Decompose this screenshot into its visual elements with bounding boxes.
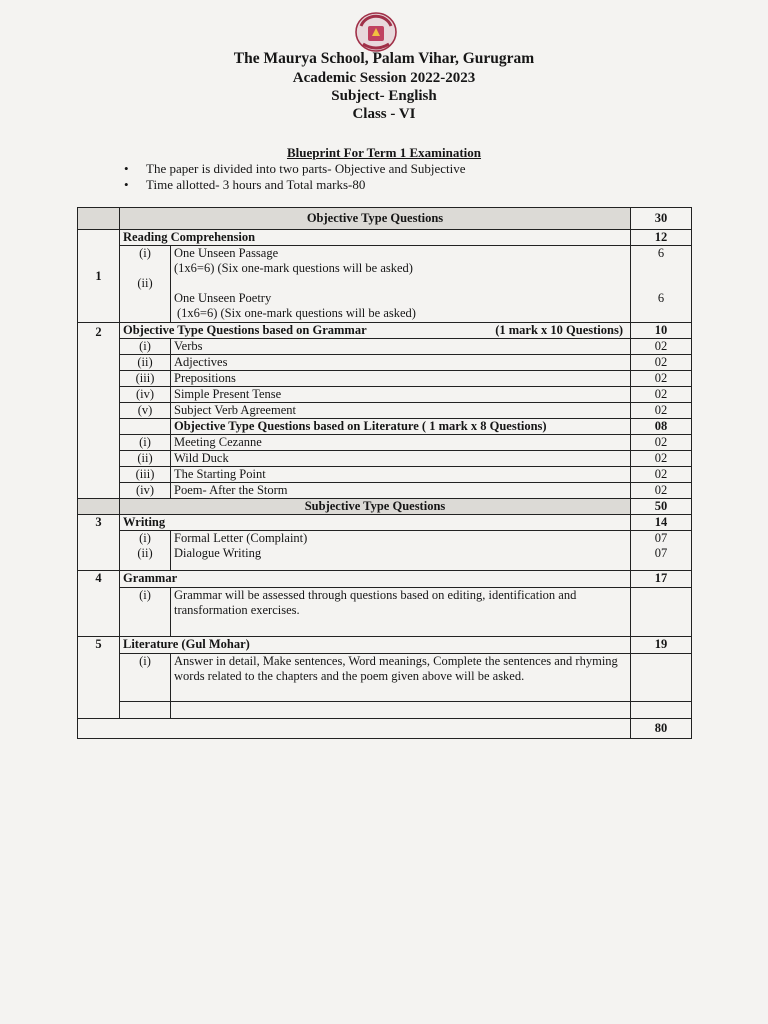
- item-text: One Unseen Poetry: [174, 291, 272, 305]
- item-marks: 6: [657, 246, 665, 260]
- item-detail: (1x6=6) (Six one-mark questions will be asked): [177, 306, 416, 320]
- item-marks: 02: [631, 355, 692, 371]
- item-text: One Unseen Passage: [174, 246, 279, 260]
- item-roman: [120, 531, 171, 571]
- item-marks: [631, 531, 692, 571]
- table-cell: [78, 208, 120, 230]
- table-row: [78, 355, 692, 371]
- section-marks: 10: [631, 323, 692, 339]
- item-text: Adjectives: [171, 355, 631, 371]
- table-row: [78, 339, 692, 355]
- item-marks: 02: [631, 451, 692, 467]
- item-marks: 02: [631, 371, 692, 387]
- section-note: (1 mark x 10 Questions): [495, 323, 623, 337]
- blueprint-title: Blueprint For Term 1 Examination: [286, 145, 482, 160]
- item-marks: 07: [654, 531, 668, 545]
- table-row: [78, 387, 692, 403]
- item-marks: 02: [631, 339, 692, 355]
- list-item: • The paper is divided into two parts- Objective and Subjective: [124, 161, 466, 177]
- item-text: Simple Present Tense: [171, 387, 631, 403]
- blueprint-table: [77, 207, 692, 739]
- table-row: [78, 230, 692, 246]
- table-cell: [631, 702, 692, 719]
- item-roman: (v): [120, 403, 171, 419]
- list-item: • Time allotted- 3 hours and Total marks-80: [124, 177, 466, 193]
- item-text: Prepositions: [171, 371, 631, 387]
- item-text: [171, 246, 631, 323]
- item-roman: (i): [139, 531, 151, 545]
- item-roman: (i): [120, 435, 171, 451]
- section-heading: Writing: [120, 515, 631, 531]
- objective-heading: Objective Type Questions: [120, 208, 631, 230]
- literature-objective-heading: Objective Type Questions based on Literature ( 1 mark x 8 Questions): [171, 419, 631, 435]
- table-row: [78, 419, 692, 435]
- section-heading: [120, 323, 631, 339]
- section-marks: 19: [631, 637, 692, 654]
- item-marks: 6: [657, 291, 665, 305]
- item-marks: [631, 246, 692, 323]
- table-row: [78, 246, 692, 323]
- item-text: Meeting Cezanne: [171, 435, 631, 451]
- item-roman: [120, 246, 171, 323]
- table-cell: [78, 719, 631, 739]
- instructions-list: [124, 161, 466, 193]
- table-row: [78, 483, 692, 499]
- table-cell: [631, 654, 692, 702]
- table-row: [78, 451, 692, 467]
- item-roman: (i): [120, 654, 171, 702]
- table-row: [78, 403, 692, 419]
- item-text: The Starting Point: [171, 467, 631, 483]
- section-heading-text: Objective Type Questions based on Grammar: [123, 323, 367, 337]
- item-text: Wild Duck: [171, 451, 631, 467]
- section-heading: Literature (Gul Mohar): [120, 637, 631, 654]
- table-cell: [631, 588, 692, 637]
- academic-session: Academic Session 2022-2023: [292, 70, 476, 86]
- item-text: Poem- After the Storm: [171, 483, 631, 499]
- table-row: [78, 571, 692, 588]
- question-number: 3: [78, 515, 120, 571]
- item-roman: (iii): [120, 467, 171, 483]
- question-number: 1: [78, 230, 120, 323]
- table-row: [78, 637, 692, 654]
- subject-title: Subject- English: [331, 88, 437, 104]
- table-row: [78, 435, 692, 451]
- table-row: [78, 499, 692, 515]
- item-roman: (iv): [120, 483, 171, 499]
- table-row: [78, 588, 692, 637]
- item-roman: (iii): [120, 371, 171, 387]
- school-crest-icon: [353, 10, 399, 54]
- total-marks: 80: [631, 719, 692, 739]
- item-marks: 07: [654, 546, 668, 560]
- item-marks: 02: [631, 403, 692, 419]
- question-number: 4: [78, 571, 120, 637]
- section-marks: 12: [631, 230, 692, 246]
- table-row: [78, 654, 692, 702]
- subjective-heading: Subjective Type Questions: [120, 499, 631, 515]
- item-roman: (ii): [120, 451, 171, 467]
- school-name: The Maurya School, Palam Vihar, Gurugram: [233, 50, 535, 67]
- item-roman: (ii): [137, 546, 153, 560]
- item-marks: 02: [631, 387, 692, 403]
- item-roman: (ii): [120, 355, 171, 371]
- item-roman: (iv): [120, 387, 171, 403]
- question-number: 2: [78, 323, 120, 499]
- section-marks: 08: [631, 419, 692, 435]
- item-roman: (i): [139, 246, 151, 260]
- table-row: [78, 702, 692, 719]
- section-marks: 17: [631, 571, 692, 588]
- item-text: [171, 531, 631, 571]
- section-heading: Reading Comprehension: [120, 230, 631, 246]
- item-roman: (i): [120, 588, 171, 637]
- item-text: Formal Letter (Complaint): [174, 531, 308, 545]
- table-row: [78, 208, 692, 230]
- section-marks: 14: [631, 515, 692, 531]
- table-row: [78, 371, 692, 387]
- subjective-marks: 50: [631, 499, 692, 515]
- table-cell: [78, 499, 120, 515]
- item-marks: 02: [631, 483, 692, 499]
- question-number: 5: [78, 637, 120, 719]
- section-heading: Grammar: [120, 571, 631, 588]
- table-row: [78, 323, 692, 339]
- class-title: Class - VI: [352, 106, 416, 122]
- item-text: Grammar will be assessed through questions based on editing, identification and transformation exercises.: [171, 588, 631, 637]
- item-text: Answer in detail, Make sentences, Word meanings, Complete the sentences and rhyming words related to the chapters and the poem given above will be asked.: [171, 654, 631, 702]
- table-row: [78, 531, 692, 571]
- item-text: Verbs: [171, 339, 631, 355]
- item-detail: (1x6=6) (Six one-mark questions will be asked): [174, 261, 413, 275]
- item-roman: (i): [120, 339, 171, 355]
- table-cell: [120, 419, 171, 435]
- objective-marks: 30: [631, 208, 692, 230]
- table-cell: [120, 702, 171, 719]
- table-row: [78, 719, 692, 739]
- table-row: [78, 515, 692, 531]
- item-roman: (ii): [137, 276, 153, 290]
- item-marks: 02: [631, 435, 692, 451]
- item-text: Subject Verb Agreement: [171, 403, 631, 419]
- item-text: Dialogue Writing: [174, 546, 262, 560]
- table-row: [78, 467, 692, 483]
- table-cell: [171, 702, 631, 719]
- item-marks: 02: [631, 467, 692, 483]
